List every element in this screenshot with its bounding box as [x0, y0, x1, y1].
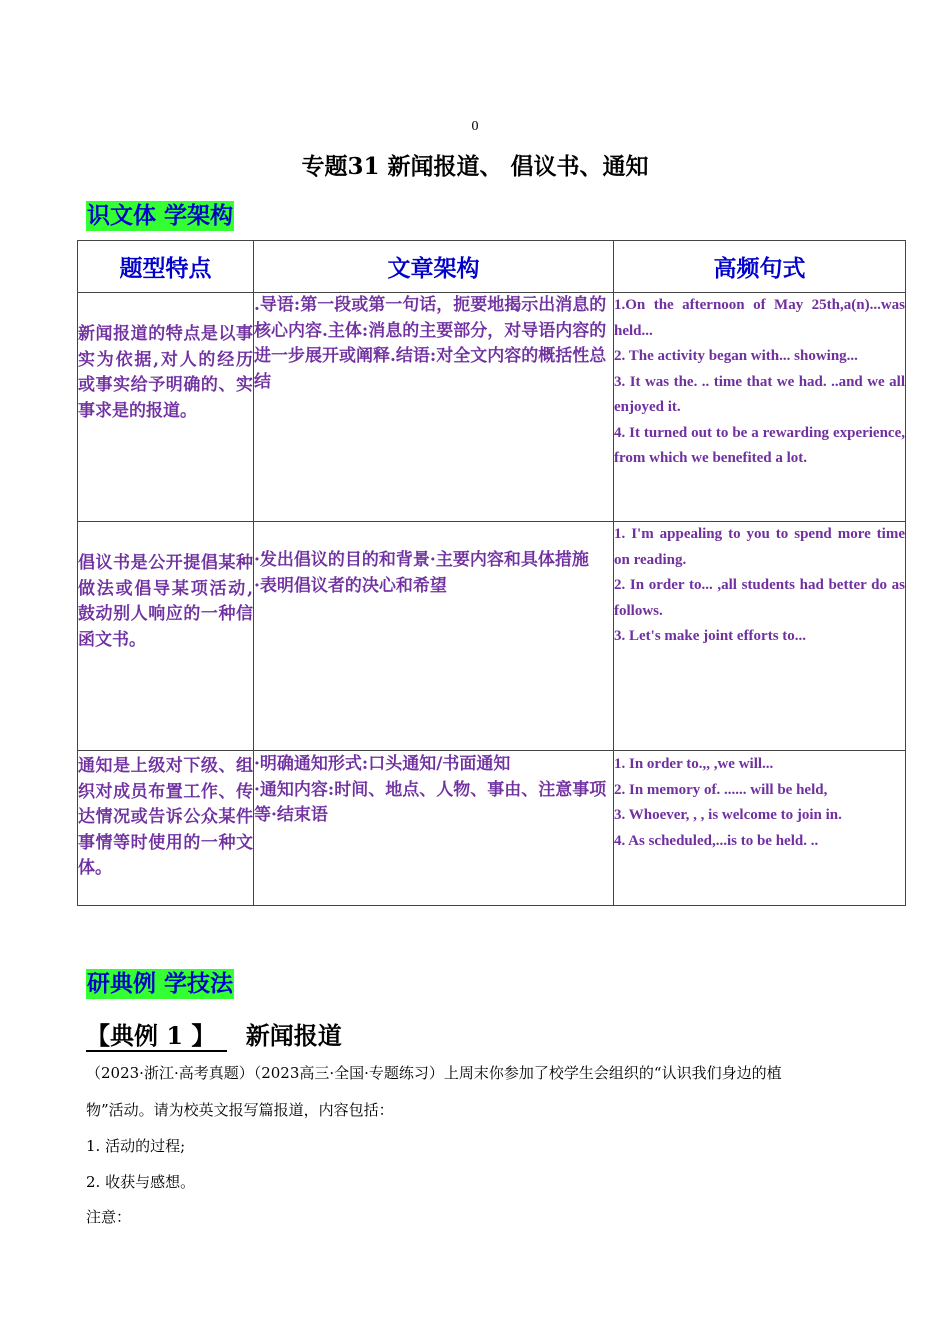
sentence-line: 3. Let's make joint efforts to... — [614, 628, 807, 644]
sentence-line: 4. It turned out to be a rewarding experience, from which we benefited a lot. — [614, 424, 905, 466]
genre-table — [77, 240, 906, 906]
page-number: 0 — [471, 119, 479, 134]
structure-line: ·发出倡议的目的和背景·主要内容和具体措施 — [254, 550, 589, 570]
header-sentences: 高频句式 — [614, 241, 906, 293]
structure-line: ·表明倡议者的决心和希望 — [254, 575, 447, 596]
table-header-row — [78, 241, 906, 293]
sentence-line: 1. In order to.,, ,we will... — [614, 756, 774, 772]
header-feature: 题型特点 — [78, 241, 254, 293]
example-prompt-line-1: （2023·浙江·高考真题）（2023高三·全国·专题练习）上周末你参加了校学生会组织的“认识我们身边的植 — [86, 1064, 782, 1082]
sentence-line: 3. It was the. .. time that we had. ..and we all enjoyed it. — [614, 373, 905, 415]
table-row-notice — [78, 751, 906, 906]
structure-news — [254, 293, 614, 522]
structure-proposal — [254, 522, 614, 751]
structure-line: ·通知内容:时间、地点、人物、事由、注意事项等·结束语 — [254, 779, 607, 825]
page-title: 专题31 新闻报道、 倡议书、通知 — [301, 153, 649, 180]
structure-notice — [254, 751, 614, 906]
example-tag: 【典例 1 】 — [86, 1021, 227, 1052]
sentences-news — [614, 293, 906, 522]
feature-proposal: 倡议书是公开提倡某种做法或倡导某项活动,鼓动别人响应的一种信函文书。 — [78, 522, 254, 751]
section-heading-examples: 研典例 学技法 — [87, 970, 234, 997]
header-structure: 文章架构 — [254, 241, 614, 293]
sentence-line: 2. In order to... ,all students had better do as follows. — [614, 577, 905, 619]
sentence-line: 3. Whoever, , , is welcome to join in. — [614, 807, 842, 823]
example-heading — [86, 1016, 342, 1051]
sentence-line: 1. I'm appealing to you to spend more time on reading. — [614, 526, 905, 568]
example-note: 注意： — [86, 1208, 132, 1226]
example-item-2: 2. 收获与感想。 — [86, 1173, 196, 1191]
example-title: 新闻报道 — [245, 1021, 342, 1050]
sentence-line: 2. In memory of. ...... will be held, — [614, 781, 828, 798]
feature-news: 新闻报道的特点是以事实为依据,对人的经历或事实给予明确的、实事求是的报道。 — [78, 293, 254, 522]
sentence-line: 2. The activity began with... showing... — [614, 348, 858, 364]
sentences-proposal — [614, 522, 906, 751]
section-heading-genre: 识文体 学架构 — [87, 202, 234, 229]
structure-line: ·明确通知形式:口头通知/书面通知 — [254, 754, 511, 774]
example-prompt-line-2: 物”活动。请为校英文报写篇报道，内容包括： — [86, 1101, 394, 1119]
sentences-notice — [614, 751, 906, 906]
example-item-1: 1. 活动的过程; — [86, 1137, 186, 1155]
table-row-proposal — [78, 522, 906, 751]
sentence-line: 4. As scheduled,...is to be held. .. — [614, 832, 819, 849]
structure-line: .导语:第一段或第一句话，扼要地揭示出消息的核心内容.主体:消息的主要部分，对导语内容的进一步展开或阐释.结语:对全文内容的概括性总结 — [254, 295, 607, 392]
sentence-line: 1.On the afternoon of May 25th,a(n)...was held... — [614, 297, 905, 339]
feature-notice: 通知是上级对下级、组织对成员布置工作、传达情况或告诉公众某件事情等时使用的一种文体。 — [78, 751, 254, 906]
table-row-news — [78, 293, 906, 522]
